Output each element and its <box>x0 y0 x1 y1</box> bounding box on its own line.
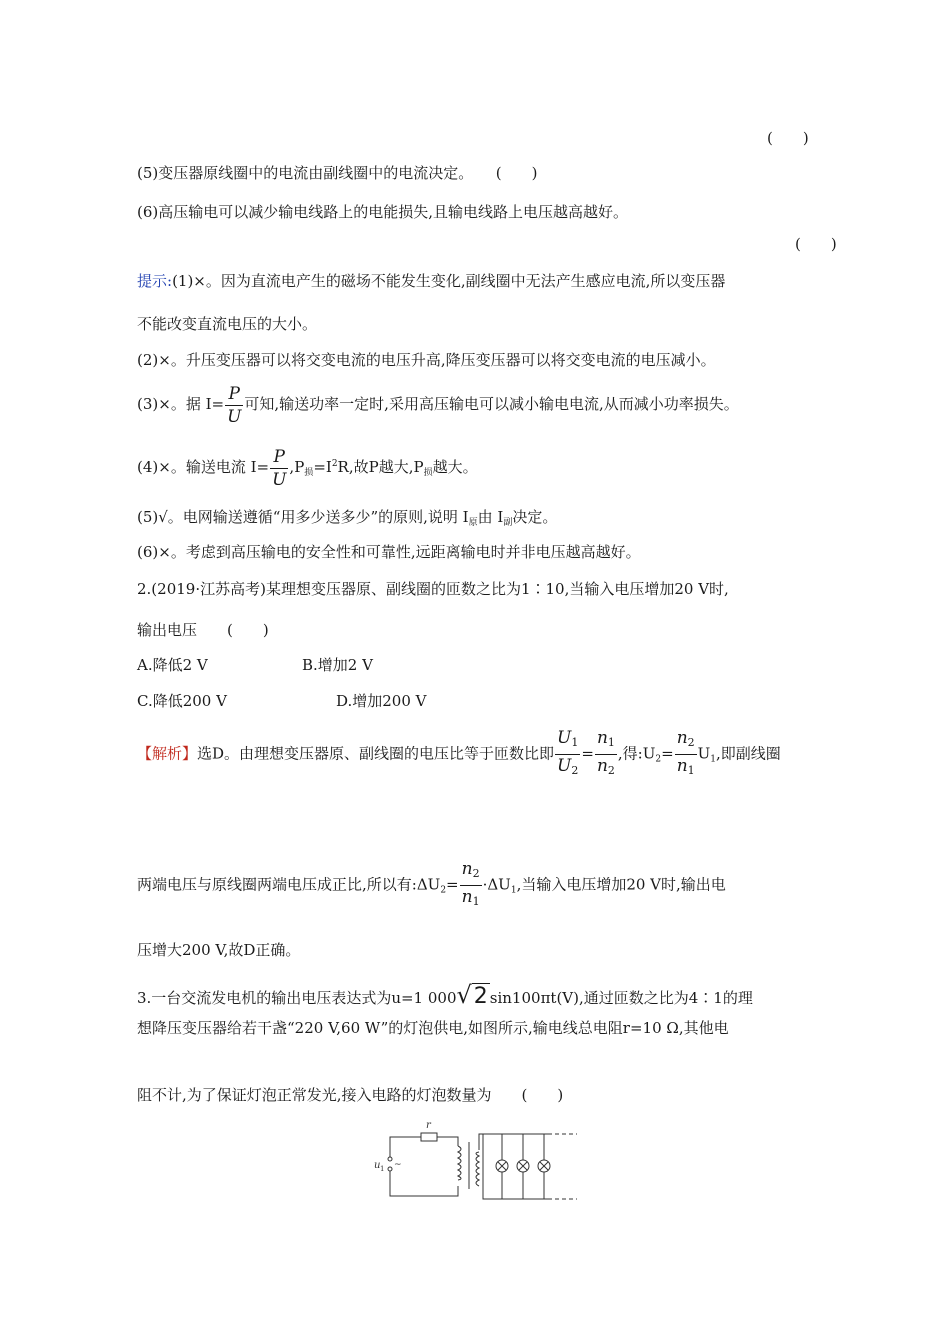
question-2-stem: 2.(2019·江苏高考)某理想变压器原、副线圈的匝数之比为1∶10,当输入电压增加20 V时, <box>137 580 729 598</box>
radicand: 2 <box>473 984 488 1009</box>
hint-1 <box>137 271 725 291</box>
statement-6: (6)高压输电可以减少输电线路上的电能损失,且输电线路上电压越高越好。 <box>137 203 629 221</box>
hint-1-text: (1)×。因为直流电产生的磁场不能发生变化,副线圈中无法产生感应电流,所以变压器 <box>172 272 726 290</box>
option-c: C.降低200 V <box>137 692 227 710</box>
symbol: n <box>676 756 688 776</box>
hint-5-prefix: (5)√。电网输送遵循“用多少送多少”的原则,说明 I <box>137 508 469 526</box>
analysis-text: ,当输入电压增加20 V时,输出电 <box>516 875 726 894</box>
hint-3-suffix: 可知,输送功率一定时,采用高压输电可以减小输电电流,从而减小功率损失。 <box>244 395 739 413</box>
subscript: 1 <box>687 764 695 777</box>
fraction-denominator <box>675 755 697 782</box>
subscript: 2 <box>655 754 662 765</box>
symbol: U <box>557 728 572 748</box>
fraction-numerator <box>675 727 697 755</box>
analysis-text: ,即副线圈 <box>716 744 781 763</box>
hint-3 <box>137 382 739 428</box>
subscript: 1 <box>472 895 480 908</box>
primary-coil <box>458 1146 461 1180</box>
symbol: n <box>596 728 608 748</box>
hint-4 <box>137 442 478 495</box>
subscript: 2 <box>687 736 695 749</box>
terminal-bottom <box>388 1167 392 1171</box>
resistor-r <box>421 1133 437 1141</box>
hint-5-text: 由 I <box>477 508 504 526</box>
fraction-n2-over-n1-b <box>460 858 482 913</box>
answer-bracket-b: ( ) <box>795 235 837 253</box>
analysis-text: ·ΔU <box>482 875 511 894</box>
symbol: n <box>461 887 473 907</box>
subscript: 2 <box>440 885 447 896</box>
subscript: 2 <box>472 867 480 880</box>
subscript: 1 <box>510 885 517 896</box>
question-3-stem-2: 想降压变压器给若干盏“220 V,60 W”的灯泡供电,如图所示,输电线总电阻r=10 Ω,其他电 <box>137 1019 729 1037</box>
analysis-line-2 <box>137 858 726 913</box>
symbol: n <box>596 756 608 776</box>
sqrt-symbol: √2 <box>456 981 488 1009</box>
hint-label: 提示: <box>137 272 173 290</box>
subscript: 损 <box>304 468 314 478</box>
option-a: A.降低2 V <box>137 656 208 674</box>
fraction-denominator <box>595 755 617 782</box>
hint-1-continued: 不能改变直流电压的大小。 <box>137 315 318 333</box>
fraction-n1-over-n2 <box>595 727 617 782</box>
subscript: 损 <box>423 468 433 478</box>
question-3-text: sin100πt(V),通过匝数之比为4∶1的理 <box>489 989 753 1007</box>
analysis-text: 选D。由理想变压器原、副线圈的电压比等于匝数比即 <box>197 744 555 763</box>
fraction-numerator <box>595 727 617 755</box>
analysis-label: 【解析】 <box>137 744 198 763</box>
fraction-n2-over-n1 <box>675 727 697 782</box>
subscript: 1 <box>571 736 579 749</box>
fraction-denominator: U <box>272 469 287 490</box>
symbol: n <box>461 859 473 879</box>
hint-4-text: ,P <box>289 458 305 476</box>
fraction-numerator: P <box>270 446 288 469</box>
resistor-label: r <box>426 1120 431 1131</box>
fraction-p-over-u-2 <box>270 446 288 491</box>
question-3-stem-3: 阻不计,为了保证灯泡正常发光,接入电路的灯泡数量为 ( ) <box>137 1086 564 1104</box>
circuit-diagram <box>370 1115 585 1205</box>
option-b: B.增加2 V <box>302 656 373 674</box>
terminal-top <box>388 1157 392 1161</box>
ac-source-symbol: ~ <box>394 1160 402 1170</box>
secondary-coil <box>476 1152 479 1186</box>
hint-5 <box>137 507 557 533</box>
hint-4-text: =I <box>313 458 332 476</box>
u1-subscript: 1 <box>380 1165 385 1173</box>
u1-label: u <box>374 1160 381 1171</box>
fraction-numerator <box>460 858 482 886</box>
subscript: 副 <box>503 518 513 528</box>
fraction-denominator <box>460 886 482 913</box>
primary-wire-top-right <box>437 1137 458 1146</box>
question-3-text: 3.一台交流发电机的输出电压表达式为u=1 000 <box>137 989 457 1007</box>
hint-4-prefix: (4)×。输送电流 I= <box>137 458 270 476</box>
subscript: 2 <box>571 764 579 777</box>
hint-2: (2)×。升压变压器可以将交变电流的电压升高,降压变压器可以将交变电流的电压减小。 <box>137 351 716 369</box>
fraction-p-over-u <box>225 383 243 428</box>
fraction-denominator: U <box>227 406 242 427</box>
question-2-stem-continued: 输出电压 ( ) <box>137 621 269 639</box>
symbol: U <box>557 756 572 776</box>
equals-sign: = <box>446 875 459 894</box>
superscript: 2 <box>331 459 338 469</box>
option-d: D.增加200 V <box>336 692 427 710</box>
analysis-line-3: 压增大200 V,故D正确。 <box>137 941 301 959</box>
hint-5-suffix: 决定。 <box>512 508 558 526</box>
hint-4-text: R,故P越大,P <box>337 458 424 476</box>
primary-wire-top-left <box>390 1137 421 1157</box>
symbol: n <box>676 728 688 748</box>
analysis-text: ,得:U <box>617 744 656 763</box>
fraction-numerator <box>555 727 580 755</box>
subscript: 1 <box>710 754 717 765</box>
subscript: 1 <box>607 736 615 749</box>
secondary-wire-left <box>479 1134 488 1199</box>
primary-wire-bottom <box>390 1171 458 1196</box>
subscript: 2 <box>607 764 615 777</box>
analysis-line-1: 【解析】选D。由理想变压器原、副线圈的电压比等于匝数比即 $\frac{U1}{U2}$ = $\frac{n1}{n2}$ ,得$:U_2=$ $\frac{n2}{n1}$ $U_1$,即副线圈 <box>137 727 781 782</box>
equals-sign: = <box>661 744 674 763</box>
subscript: 原 <box>468 518 478 528</box>
answer-bracket-a: ( ) <box>767 129 809 147</box>
fraction-u1-over-u2 <box>555 727 580 782</box>
hint-4-suffix: 越大。 <box>432 458 478 476</box>
question-3-stem <box>137 975 753 1018</box>
statement-5: (5)变压器原线圈中的电流由副线圈中的电流决定。 ( ) <box>137 164 538 182</box>
analysis-text: 两端电压与原线圈两端电压成正比,所以有:ΔU <box>137 875 441 894</box>
hint-6: (6)×。考虑到高压输电的安全性和可靠性,远距离输电时并非电压越高越好。 <box>137 543 641 561</box>
hint-3-prefix: (3)×。据 I= <box>137 395 225 413</box>
fraction-numerator: P <box>225 383 243 406</box>
analysis-text: U <box>697 744 711 763</box>
fraction-denominator <box>555 755 580 782</box>
